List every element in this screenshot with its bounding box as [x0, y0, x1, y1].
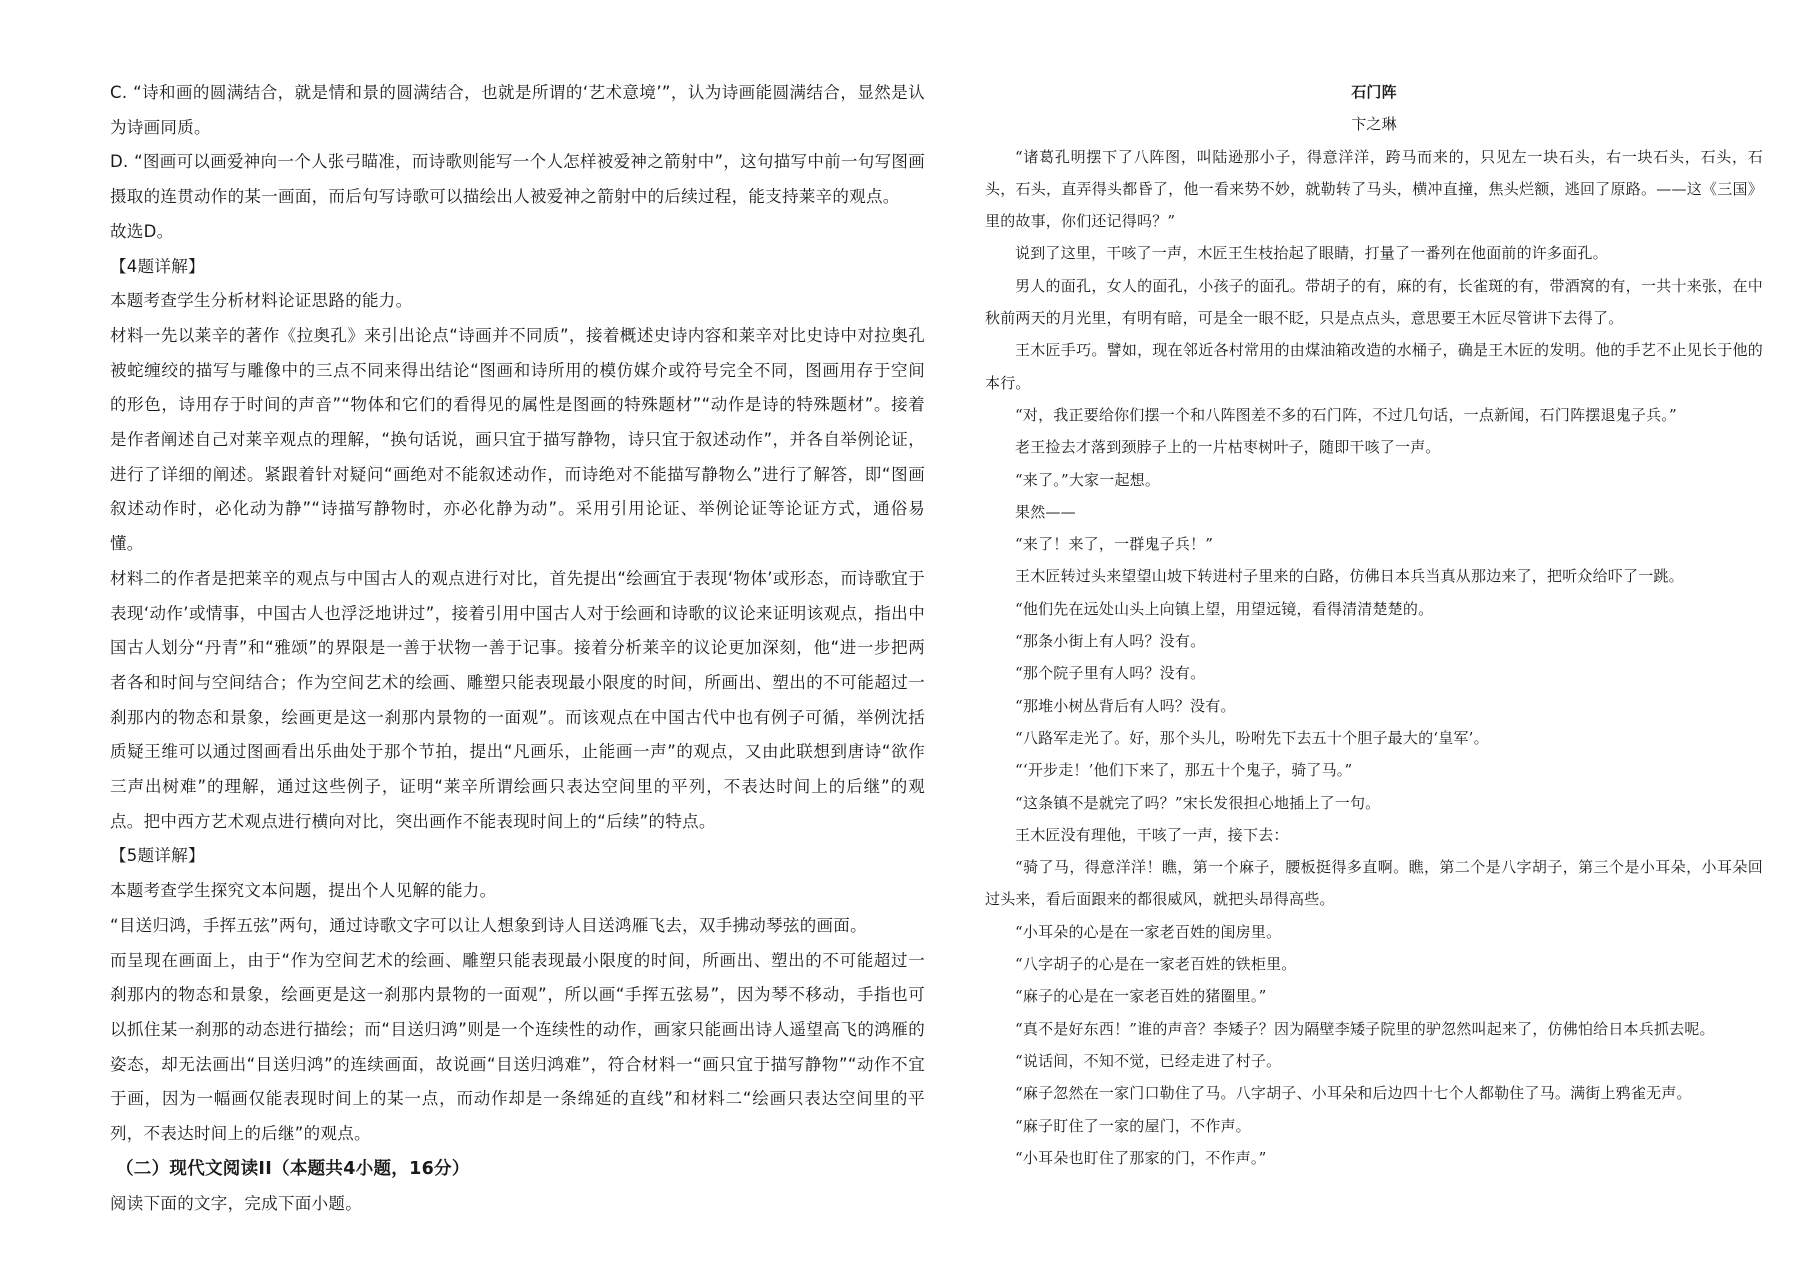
instruction: 阅读下面的文字，完成下面小题。	[110, 1193, 362, 1213]
option-c-paragraph: C. “诗和画的圆满结合，就是情和景的圆满结合，也就是所谓的‘艺术意境’”，认为诗画能圆满结合，显然是认为诗画同质。	[110, 83, 925, 137]
story-paragraph: 王木匠没有理他，干咳了一声，接下去：	[1015, 825, 1289, 844]
answer-line: 故选D。	[110, 221, 174, 241]
q4-heading: 【4题详解】	[110, 256, 205, 276]
story-paragraph: “那个院子里有人吗？没有。	[1015, 664, 1206, 683]
story-paragraph: “八字胡子的心是在一家老百姓的铁柜里。	[1015, 955, 1297, 974]
story-paragraph: “那堆小树丛背后有人吗？没有。	[1015, 696, 1236, 715]
story-paragraph: 王木匠手巧。譬如，现在邻近各村常用的由煤油箱改造的水桶子，确是王木匠的发明。他的手艺不止见长于他的本行。	[985, 341, 1763, 392]
q5-heading: 【5题详解】	[110, 846, 205, 866]
story-paragraph: 王木匠转过头来望望山坡下转进村子里来的白路，仿佛日本兵当真从那边来了，把听众给吓了一跳。	[1015, 567, 1684, 586]
story-paragraph: “麻子的心是在一家老百姓的猪圈里。”	[1015, 987, 1267, 1006]
story-paragraph: “‘开步走！’他们下来了，那五十个鬼子，骑了马。”	[1015, 761, 1353, 780]
story-author: 卞之琳	[1351, 115, 1397, 134]
story-title: 石门阵	[1351, 83, 1397, 101]
q5-para-2: 而呈现在画面上，由于“作为空间艺术的绘画、雕塑只能表现最小限度的时间，所画出、塑出的不可能超过一刹那内的物态和景象，绘画更是这一刹那内景物的一面观”，所以画“手挥五弦易”，因为琴不移动，手指也可以抓住某一刹那的动态进行描绘；而“目送归鸿”则是一个连续性的动作，画家只能画出诗人遥望高飞的鸿雁的姿态，却无法画出“目送归鸿”的连续画面，故说画“目送归鸿难”，符合材料一“画只宜于描写静物”“动作不宜于画，因为一幅画仅能表现时间上的某一点，而动作却是一条绵延的直线”和材料二“绘画只表达空间里的平列，不表达时间上的后继”的观点。	[110, 950, 925, 1144]
q4-intro: 本题考查学生分析材料论证思路的能力。	[110, 291, 413, 311]
story-paragraph: 果然——	[1015, 502, 1076, 521]
story-paragraph: “那条小街上有人吗？没有。	[1015, 632, 1206, 651]
story-paragraph: “小耳朵的心是在一家老百姓的闺房里。	[1015, 922, 1282, 941]
story-paragraph: “小耳朵也盯住了那家的门，不作声。”	[1015, 1148, 1267, 1167]
story-paragraph: “对，我正要给你们摆一个和八阵图差不多的石门阵，不过几句话，一点新闻，石门阵摆退鬼子兵。”	[1015, 405, 1677, 424]
story-paragraph: “麻子盯住了一家的屋门，不作声。	[1015, 1116, 1251, 1135]
story-paragraph: “诸葛孔明摆下了八阵图，叫陆逊那小子，得意洋洋，跨马而来的，只见左一块石头，右一块石头，石头，石头，石头，直弄得头都昏了，他一看来势不妙，就勒转了马头，横冲直撞，焦头烂额，逃回了原路。——这《三国》里的故事，你们还记得吗？”	[985, 147, 1763, 231]
left-column	[110, 76, 925, 1221]
story-paragraph: “麻子忽然在一家门口勒住了马。八字胡子、小耳朵和后边四十七个人都勒住了马。满街上鸦雀无声。	[1015, 1084, 1692, 1103]
story-paragraph: “他们先在远处山头上向镇上望，用望远镜，看得清清楚楚的。	[1015, 599, 1434, 618]
q5-intro: 本题考查学生探究文本问题，提出个人见解的能力。	[110, 881, 497, 901]
story-paragraph: “这条镇不是就完了吗？”宋长发很担心地插上了一句。	[1015, 793, 1381, 812]
section-heading: （二）现代文阅读II（本题共4小题，16分）	[116, 1158, 470, 1179]
right-column	[985, 76, 1763, 1174]
story-paragraph: 男人的面孔，女人的面孔，小孩子的面孔。带胡子的有，麻的有，长雀斑的有，带酒窝的有，一共十来张，在中秋前两天的月光里，有明有暗，可是全一眼不眨，只是点点头，意思要王木匠尽管讲下去得了。	[985, 276, 1763, 328]
story-paragraph: 老王捡去才落到颈脖子上的一片枯枣树叶子，随即干咳了一声。	[1015, 438, 1441, 457]
story-paragraph: “来了。”大家一起想。	[1015, 470, 1161, 489]
story-paragraph: “说话间，不知不觉，已经走进了村子。	[1015, 1051, 1282, 1070]
q5-para-1: “目送归鸿，手挥五弦”两句，通过诗歌文字可以让人想象到诗人目送鸿雁飞去，双手拂动琴弦的画面。	[110, 915, 867, 935]
option-d-paragraph: D. “图画可以画爱神向一个人张弓瞄准，而诗歌则能写一个人怎样被爱神之箭射中”，这句描写中前一句写图画摄取的连贯动作的某一画面，而后句写诗歌可以描绘出人被爱神之箭射中的后续过程，能支持莱辛的观点。	[110, 152, 925, 207]
story-paragraph: “八路军走光了。好，那个头儿，吩咐先下去五十个胆子最大的‘皇军’。	[1015, 728, 1489, 747]
q4-material-two: 材料二的作者是把莱辛的观点与中国古人的观点进行对比，首先提出“绘画宜于表现‘物体’或形态，而诗歌宜于表现‘动作’或情事，中国古人也浮泛地讲过”，接着引用中国古人对于绘画和诗歌的议论来证明该观点，指出中国古人划分“丹青”和“雅颂”的界限是一善于状物一善于记事。接着分析莱辛的议论更加深刻，他“进一步把两者各和时间与空间结合；作为空间艺术的绘画、雕塑只能表现最小限度的时间，所画出、塑出的不可能超过一刹那内的物态和景象，绘画更是这一刹那内景物的一面观”。而该观点在中国古代中也有例子可循，举例沈括质疑王维可以通过图画看出乐曲处于那个节拍，提出“凡画乐，止能画一声”的观点，又由此联想到唐诗“欲作三声出树难”的理解，通过这些例子，证明“莱辛所谓绘画只表达空间里的平列，不表达时间上的后继”的观点。把中西方艺术观点进行横向对比，突出画作不能表现时间上的“后续”的特点。	[110, 568, 925, 831]
story-paragraph: “来了！来了，一群鬼子兵！”	[1015, 535, 1214, 554]
story-paragraph: “骑了马，得意洋洋！瞧，第一个麻子，腰板挺得多直啊。瞧，第二个是八字胡子，第三个是小耳朵，小耳朵回过头来，看后面跟来的都很威风，就把头昂得高些。	[985, 858, 1763, 909]
story-paragraph: 说到了这里，干咳了一声，木匠王生枝抬起了眼睛，打量了一番列在他面前的许多面孔。	[1015, 244, 1608, 263]
q4-material-one: 材料一先以莱辛的著作《拉奥孔》来引出论点“诗画并不同质”，接着概述史诗内容和莱辛对比史诗中对拉奥孔被蛇缠绞的描写与雕像中的三点不同来得出结论“图画和诗所用的模仿媒介或符号完全不同，图画用存于空间的形色，诗用存于时间的声音”“物体和它们的看得见的属性是图画的特殊题材”“动作是诗的特殊题材”。接着是作者阐述自己对莱辛观点的理解，“换句话说，画只宜于描写静物，诗只宜于叙述动作”，并各自举例论证，进行了详细的阐述。紧跟着针对疑问“画绝对不能叙述动作，而诗绝对不能描写静物么”进行了解答，即“图画叙述动作时，必化动为静”“诗描写静物时，亦必化静为动”。采用引用论证、举例论证等论证方式，通俗易懂。	[110, 325, 925, 554]
story-paragraph: “真不是好东西！”谁的声音？李矮子？因为隔壁李矮子院里的驴忽然叫起来了，仿佛怕给日本兵抓去呢。	[1015, 1019, 1715, 1038]
